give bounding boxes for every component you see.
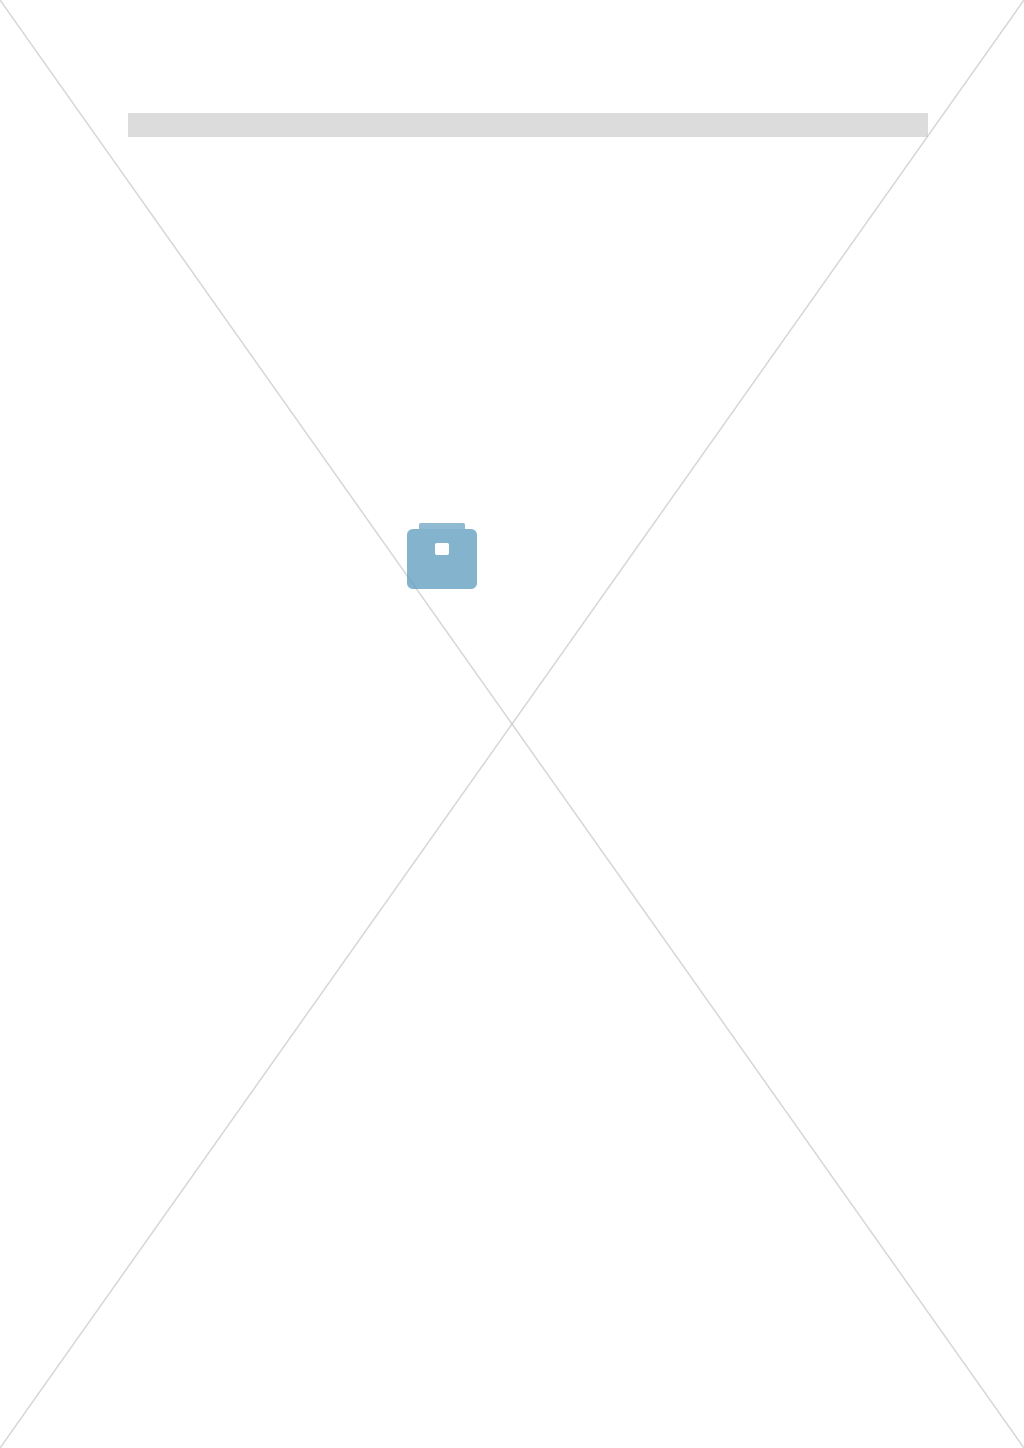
document-content [128,103,928,149]
section-header [128,113,928,137]
briefcase-icon [405,505,505,605]
